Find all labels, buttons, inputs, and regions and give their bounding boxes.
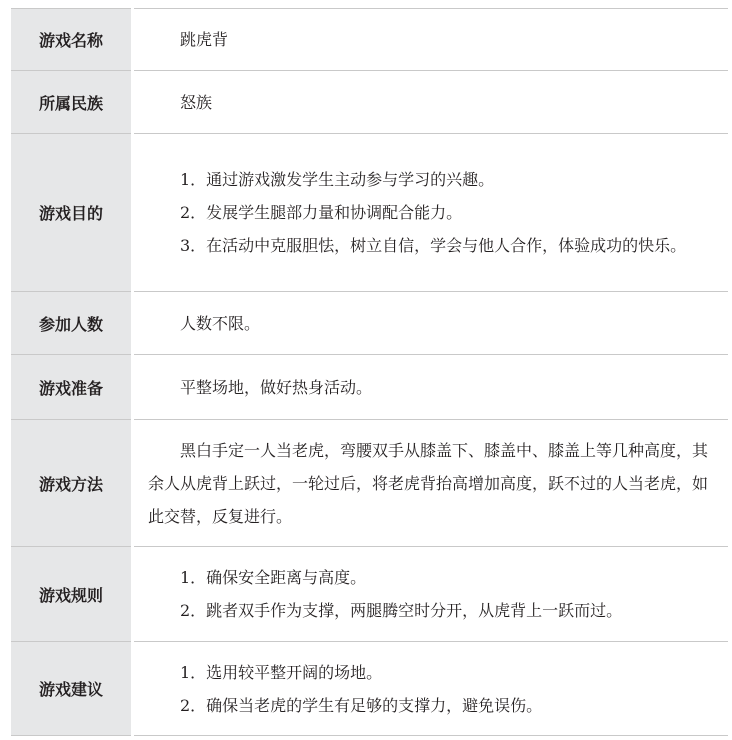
value-game-name [133, 9, 729, 71]
row-preparation [11, 355, 728, 420]
purpose-item-1: 1．通过游戏激发学生主动参与学习的兴趣。 [180, 170, 495, 189]
value-rules [133, 547, 729, 642]
label-game-name: 游戏名称 [11, 9, 133, 71]
row-rules [11, 547, 728, 642]
row-game-purpose [11, 134, 728, 292]
purpose-item-2: 2．发展学生腿部力量和协调配合能力。 [180, 203, 463, 222]
value-game-purpose [133, 134, 729, 292]
row-suggestions [11, 642, 728, 736]
label-participants: 参加人数 [11, 292, 133, 355]
row-ethnic-group [11, 71, 728, 134]
ethnic-group-text: 怒族 [180, 92, 213, 112]
label-ethnic-group: 所属民族 [11, 71, 133, 134]
purpose-item-3: 3．在活动中克服胆怯，树立自信，学会与他人合作，体验成功的快乐。 [180, 236, 687, 255]
game-info-table [11, 8, 728, 736]
label-method: 游戏方法 [11, 420, 133, 547]
row-participants [11, 292, 728, 355]
row-method [11, 420, 728, 547]
label-rules: 游戏规则 [11, 547, 133, 642]
value-participants [133, 292, 729, 355]
preparation-text: 平整场地，做好热身活动。 [180, 377, 373, 397]
participants-text: 人数不限。 [180, 313, 261, 333]
value-suggestions [133, 642, 729, 736]
row-game-name [11, 9, 728, 71]
value-preparation [133, 355, 729, 420]
value-ethnic-group [133, 71, 729, 134]
label-suggestions: 游戏建议 [11, 642, 133, 736]
game-name-text: 跳虎背 [180, 30, 229, 49]
method-text: 黑白手定一人当老虎，弯腰双手从膝盖下、膝盖中、膝盖上等几种高度，其余人从虎背上跃过，一轮过后，将老虎背抬高增加高度，跃不过的人当老虎，如此交替，反复进行。 [148, 440, 709, 526]
value-method [133, 420, 729, 547]
rules-item-1: 1．确保安全距离与高度。 [180, 568, 367, 587]
rules-item-2: 2．跳者双手作为支撑，两腿腾空时分开，从虎背上一跃而过。 [180, 601, 623, 620]
label-game-purpose: 游戏目的 [11, 134, 133, 292]
label-preparation: 游戏准备 [11, 355, 133, 420]
suggestions-item-2: 2．确保当老虎的学生有足够的支撑力，避免误伤。 [180, 695, 543, 715]
suggestions-item-1: 1．选用较平整开阔的场地。 [180, 662, 383, 682]
